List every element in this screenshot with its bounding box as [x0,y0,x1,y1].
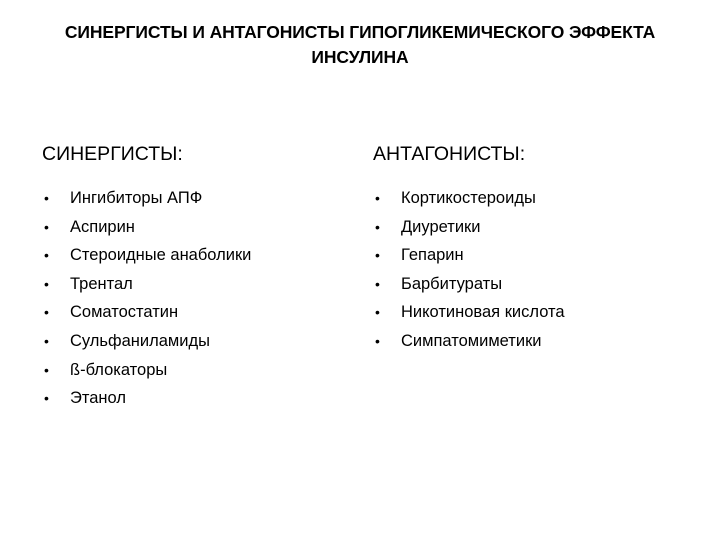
list-item [42,298,342,327]
list-item-label: Этанол [70,389,126,408]
list-item-label: Сульфаниламиды [70,331,210,350]
list-item-label: Стероидные анаболики [70,246,252,265]
bullet-icon: • [44,390,49,407]
list-item-label: Диуретики [401,217,481,236]
list-item-label: Гепарин [401,246,464,265]
bullet-icon: • [375,218,380,235]
bullet-icon: • [44,304,49,321]
bullet-icon: • [375,190,380,206]
list-item [373,327,693,356]
list-item-label: Симпатомиметики [401,331,542,350]
list-item [42,184,342,213]
synergists-column [42,142,342,413]
list-item-label: Барбитураты [401,274,503,293]
list-item [373,213,693,242]
list-item [42,270,342,299]
list-item [373,270,693,299]
list-item-label: Ингибиторы АПФ [70,189,203,207]
list-item [373,298,693,327]
list-item [42,213,342,242]
synergists-heading: СИНЕРГИСТЫ: [42,143,183,165]
list-item-label: ß-блокаторы [70,360,168,379]
bullet-icon: • [375,275,380,292]
list-item [373,184,693,213]
list-item [42,241,342,270]
title-line-2: ИНСУЛИНА [311,47,409,67]
bullet-icon: • [375,247,380,264]
list-item-label: Кортикостероиды [401,189,536,207]
bullet-icon: • [44,275,49,292]
list-item-label: Аспирин [70,217,135,236]
bullet-icon: • [44,332,49,349]
title-line-1: СИНЕРГИСТЫ И АНТАГОНИСТЫ ГИПОГЛИКЕМИЧЕСКОГО ЭФФЕКТА [64,22,656,42]
bullet-icon: • [44,218,49,235]
antagonists-heading: АНТАГОНИСТЫ: [373,143,526,165]
slide-title [10,20,710,70]
bullet-icon: • [375,332,380,349]
bullet-icon: • [44,190,49,206]
list-item-label: Соматостатин [70,303,179,322]
list-item [42,327,342,356]
antagonists-list [373,184,693,356]
list-item [42,356,342,385]
list-item-label: Никотиновая кислота [401,303,565,322]
bullet-icon: • [44,361,49,378]
synergists-list [42,184,342,413]
antagonists-column [373,142,693,356]
bullet-icon: • [44,247,49,264]
list-item [42,384,342,413]
list-item [373,241,693,270]
list-item-label: Трентал [70,274,133,293]
bullet-icon: • [375,304,380,321]
